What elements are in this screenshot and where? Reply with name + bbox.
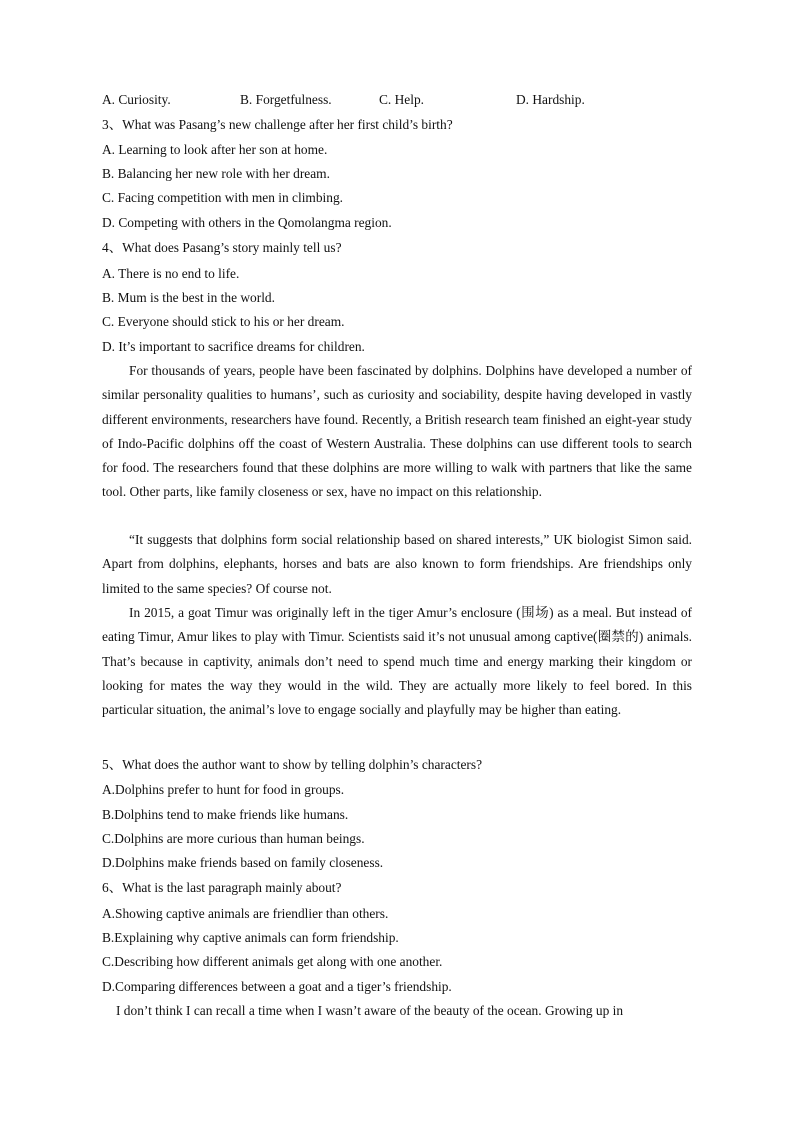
q6-option-b: B.Explaining why captive animals can form friendship.: [102, 930, 399, 945]
q6-option-d: D.Comparing differences between a goat and a tiger’s friendship.: [102, 979, 452, 994]
q2-option-a: A. Curiosity.: [102, 92, 171, 107]
q5-option-a: A.Dolphins prefer to hunt for food in groups.: [102, 782, 345, 797]
q5-question: 5、What does the author want to show by telling dolphin’s characters?: [102, 757, 483, 772]
q2-option-d: D. Hardship.: [516, 92, 585, 107]
q4-option-b: B. Mum is the best in the world.: [102, 290, 275, 305]
q4-option-c: C. Everyone should stick to his or her dream.: [102, 314, 345, 329]
q6-option-a: A.Showing captive animals are friendlier than others.: [102, 906, 389, 921]
q4-question: 4、What does Pasang’s story mainly tell us?: [102, 240, 342, 255]
q2-option-c: C. Help.: [379, 92, 425, 107]
q5-option-c: C.Dolphins are more curious than human beings.: [102, 831, 365, 846]
q2-option-b: B. Forgetfulness.: [240, 92, 332, 107]
passage-paragraph-3: In 2015, a goat Timur was originally left in the tiger Amur’s enclosure (围场) as a meal. But instead of eating Timur, Amur likes to play with Timur. Scientists said it’s not unusual among captive(圈禁的) animals. That’s because in captivity, animals don’t need to spend much time and energy marking their kingdom or looking for mates the way they would in the wild. They are actually more likely to feel bored. In this particular situation, the animal’s love to engage socially and playfully may be higher than eating.: [102, 605, 692, 718]
q4-option-a: A. There is no end to life.: [102, 266, 240, 281]
q4-option-d: D. It’s important to sacrifice dreams for children.: [102, 339, 365, 354]
next-passage-first-line: I don’t think I can recall a time when I wasn’t aware of the beauty of the ocean. Growing up in: [116, 1003, 624, 1018]
q3-question: 3、What was Pasang’s new challenge after her first child’s birth?: [102, 117, 453, 132]
q5-option-d: D.Dolphins make friends based on family closeness.: [102, 855, 384, 870]
passage-paragraph-1: For thousands of years, people have been fascinated by dolphins. Dolphins have developed a number of similar personality qualities to humans’, such as curiosity and sociability, despite having developed in vastly different environments, researchers have found. Recently, a British research team finished an eight-year study of Indo-Pacific dolphins off the coast of Western Australia. These dolphins can use different tools to search for food. The researchers found that these dolphins are more willing to walk with partners that like the same tool. Other parts, like family closeness or sex, have no impact on this relationship.: [102, 363, 692, 500]
q3-option-d: D. Competing with others in the Qomolangma region.: [102, 215, 392, 230]
q6-question: 6、What is the last paragraph mainly about?: [102, 880, 342, 895]
passage-paragraph-2: “It suggests that dolphins form social relationship based on shared interests,” UK biologist Simon said. Apart from dolphins, elephants, horses and bats are also known to form friendships. Are friendships only limited to the same species? Of course not.: [102, 532, 692, 596]
q3-option-c: C. Facing competition with men in climbing.: [102, 190, 344, 205]
q3-option-b: B. Balancing her new role with her dream.: [102, 166, 330, 181]
q5-option-b: B.Dolphins tend to make friends like humans.: [102, 807, 349, 822]
q3-option-a: A. Learning to look after her son at home.: [102, 142, 328, 157]
q6-option-c: C.Describing how different animals get along with one another.: [102, 954, 443, 969]
